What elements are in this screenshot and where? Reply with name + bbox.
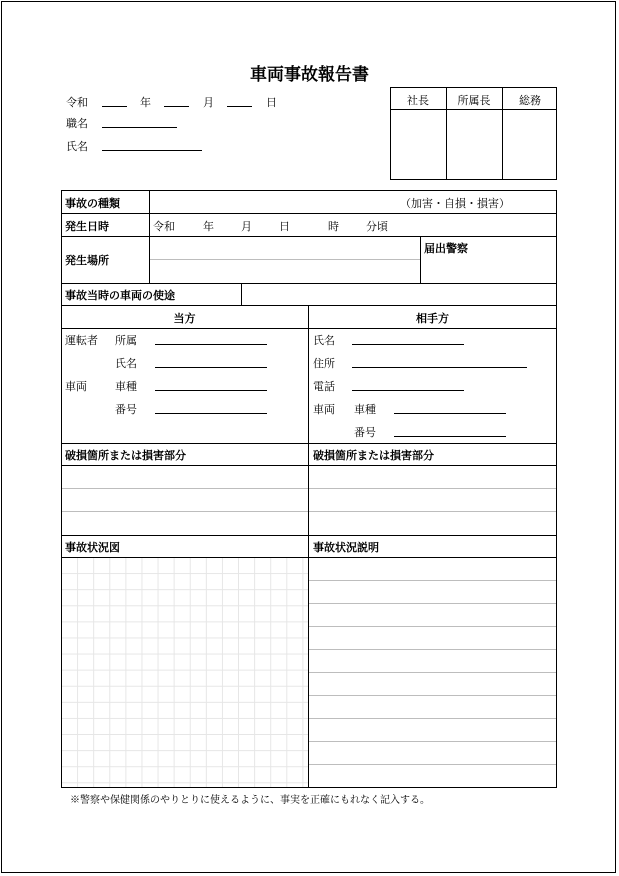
self-damage-label: 破損箇所または損害部分 bbox=[65, 449, 186, 462]
day-field[interactable] bbox=[227, 106, 252, 107]
date-day-label: 日 bbox=[266, 96, 277, 109]
vehicle-use-label: 事故当時の車両の使途 bbox=[65, 289, 175, 302]
date-time-minute: 分頃 bbox=[366, 220, 388, 233]
other-number-label: 番号 bbox=[354, 426, 376, 439]
date-month-label: 月 bbox=[203, 96, 214, 109]
date-time-hour: 時 bbox=[328, 220, 339, 233]
other-damage-field[interactable] bbox=[310, 467, 556, 534]
self-name-field[interactable] bbox=[155, 367, 267, 368]
stamp-general-affairs[interactable] bbox=[504, 111, 556, 178]
month-field[interactable] bbox=[164, 106, 189, 107]
self-party-heading: 当方 bbox=[173, 312, 196, 325]
vehicle-use-field[interactable] bbox=[243, 285, 556, 304]
date-time-label: 発生日時 bbox=[65, 220, 109, 233]
year-field[interactable] bbox=[102, 106, 127, 107]
position-field[interactable] bbox=[102, 127, 177, 128]
police-label: 届出警察 bbox=[424, 242, 468, 255]
self-vehicle-label: 車両 bbox=[65, 380, 87, 393]
other-vehicle-type-field[interactable] bbox=[394, 413, 506, 414]
self-name-label: 氏名 bbox=[115, 357, 137, 370]
name-label: 氏名 bbox=[66, 140, 88, 153]
self-number-label: 番号 bbox=[115, 403, 137, 416]
approval-general-affairs: 総務 bbox=[519, 94, 541, 107]
other-vehicle-type-label: 車種 bbox=[354, 403, 376, 416]
date-time-day: 日 bbox=[279, 220, 290, 233]
other-party-heading: 相手方 bbox=[416, 312, 449, 325]
date-year-label: 年 bbox=[140, 96, 151, 109]
position-label: 職名 bbox=[66, 117, 88, 130]
other-address-label: 住所 bbox=[313, 357, 335, 370]
date-time-month: 月 bbox=[241, 220, 252, 233]
name-field[interactable] bbox=[102, 150, 202, 151]
other-address-field[interactable] bbox=[352, 367, 527, 368]
approval-president: 社長 bbox=[407, 94, 429, 107]
diagram-grid[interactable] bbox=[62, 558, 308, 787]
date-time-year: 年 bbox=[203, 220, 214, 233]
date-time-era: 令和 bbox=[153, 220, 175, 233]
page-title: 車両事故報告書 bbox=[250, 65, 369, 85]
self-vehicle-type-field[interactable] bbox=[155, 390, 267, 391]
description-field[interactable] bbox=[310, 559, 556, 786]
other-damage-label: 破損箇所または損害部分 bbox=[313, 449, 434, 462]
self-damage-field[interactable] bbox=[63, 467, 307, 534]
police-field[interactable] bbox=[422, 256, 556, 282]
other-number-field[interactable] bbox=[394, 436, 506, 437]
other-phone-label: 電話 bbox=[313, 380, 335, 393]
self-number-field[interactable] bbox=[155, 413, 267, 414]
other-phone-field[interactable] bbox=[352, 390, 464, 391]
date-era: 令和 bbox=[66, 96, 88, 109]
self-vehicle-type-label: 車種 bbox=[115, 380, 137, 393]
accident-type-label: 事故の種類 bbox=[65, 197, 120, 210]
other-vehicle-label: 車両 bbox=[313, 403, 335, 416]
stamp-department-head[interactable] bbox=[448, 111, 501, 178]
diagram-label: 事故状況図 bbox=[65, 541, 120, 554]
footnote: ※警察や保健関係のやりとりに使えるように、事実を正確にもれなく記入する。 bbox=[70, 795, 430, 806]
place-field[interactable] bbox=[151, 238, 419, 282]
approval-department-head: 所属長 bbox=[457, 94, 491, 107]
self-affiliation-field[interactable] bbox=[155, 344, 267, 345]
place-label: 発生場所 bbox=[65, 254, 109, 267]
stamp-president[interactable] bbox=[392, 111, 445, 178]
description-label: 事故状況説明 bbox=[313, 541, 379, 554]
other-name-label: 氏名 bbox=[313, 334, 335, 347]
other-name-field[interactable] bbox=[352, 344, 464, 345]
accident-type-options[interactable]: （加害・自損・損害） bbox=[400, 197, 510, 210]
self-driver-label: 運転者 bbox=[65, 334, 98, 347]
self-affiliation-label: 所属 bbox=[115, 334, 137, 347]
approval-divider bbox=[390, 109, 557, 110]
